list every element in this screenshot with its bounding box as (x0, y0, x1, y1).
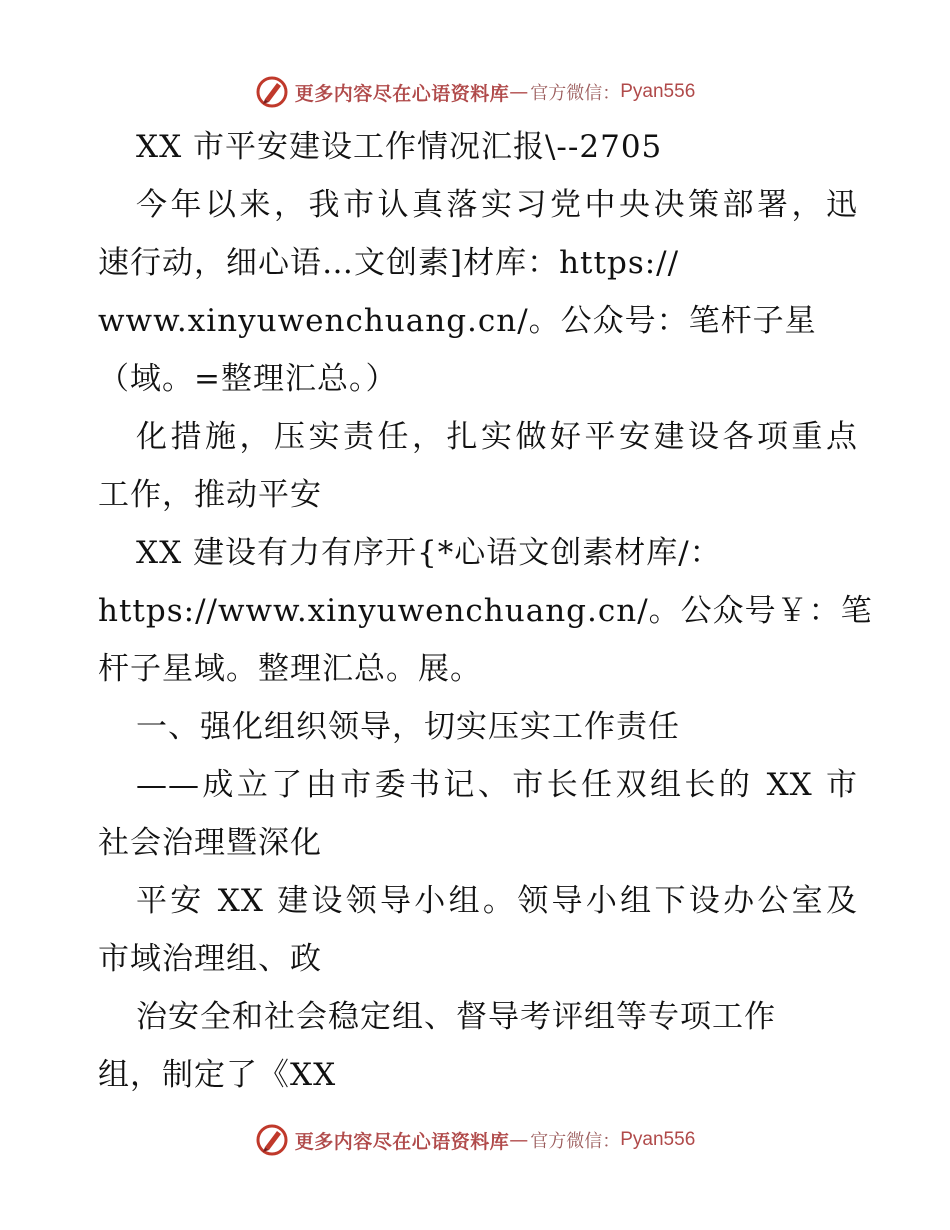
doc-line: www.xinyuwenchuang.cn/。公众号：笔杆子星 (98, 303, 817, 339)
doc-title: XX 市平安建设工作情况汇报\--2705 (136, 129, 663, 165)
doc-line: （域。=整理汇总。） (98, 361, 398, 397)
doc-line: 今年以来，我市认真落实习党中央决策部署，迅 (136, 187, 858, 223)
wechat-id: Pyan556 (620, 1129, 696, 1150)
pen-logo-icon (255, 75, 289, 109)
doc-line: ——成立了由市委书记、市长任双组长的 XX 市 (136, 767, 858, 803)
doc-line: XX 建设有力有序开{*心语文创素材库/： (136, 535, 722, 571)
banner-text: 更多内容尽在心语资料库 (294, 82, 510, 105)
wechat-id: Pyan556 (620, 81, 696, 102)
header-banner (0, 70, 950, 114)
wechat-label: 官方微信： (530, 1131, 621, 1152)
footer-banner (0, 1118, 950, 1162)
doc-line: 社会治理暨深化 (98, 825, 322, 861)
doc-line: 组，制定了《XX (98, 1057, 337, 1093)
banner-text: 更多内容尽在心语资料库 (294, 1130, 510, 1153)
doc-line: 工作，推动平安 (98, 477, 322, 513)
document-body (98, 118, 873, 1104)
doc-line: 平安 XX 建设领导小组。领导小组下设办公室及 (136, 883, 858, 919)
doc-line: 杆子星域。整理汇总。展。 (98, 651, 482, 687)
doc-line: 市域治理组、政 (98, 941, 322, 977)
banner-separator: — (509, 1129, 529, 1151)
doc-line: https://www.xinyuwenchuang.cn/。公众号￥：笔 (98, 593, 873, 629)
doc-line: 速行动，细心语…文创素]材库：https:// (98, 245, 680, 281)
wechat-label: 官方微信： (530, 83, 621, 104)
doc-line: 治安全和社会稳定组、督导考评组等专项工作 (136, 999, 776, 1035)
pen-logo-icon (255, 1123, 289, 1157)
doc-line: 化措施，压实责任，扎实做好平安建设各项重点 (136, 419, 858, 455)
banner-separator: — (509, 81, 529, 103)
section-heading: 一、强化组织领导，切实压实工作责任 (136, 709, 680, 745)
